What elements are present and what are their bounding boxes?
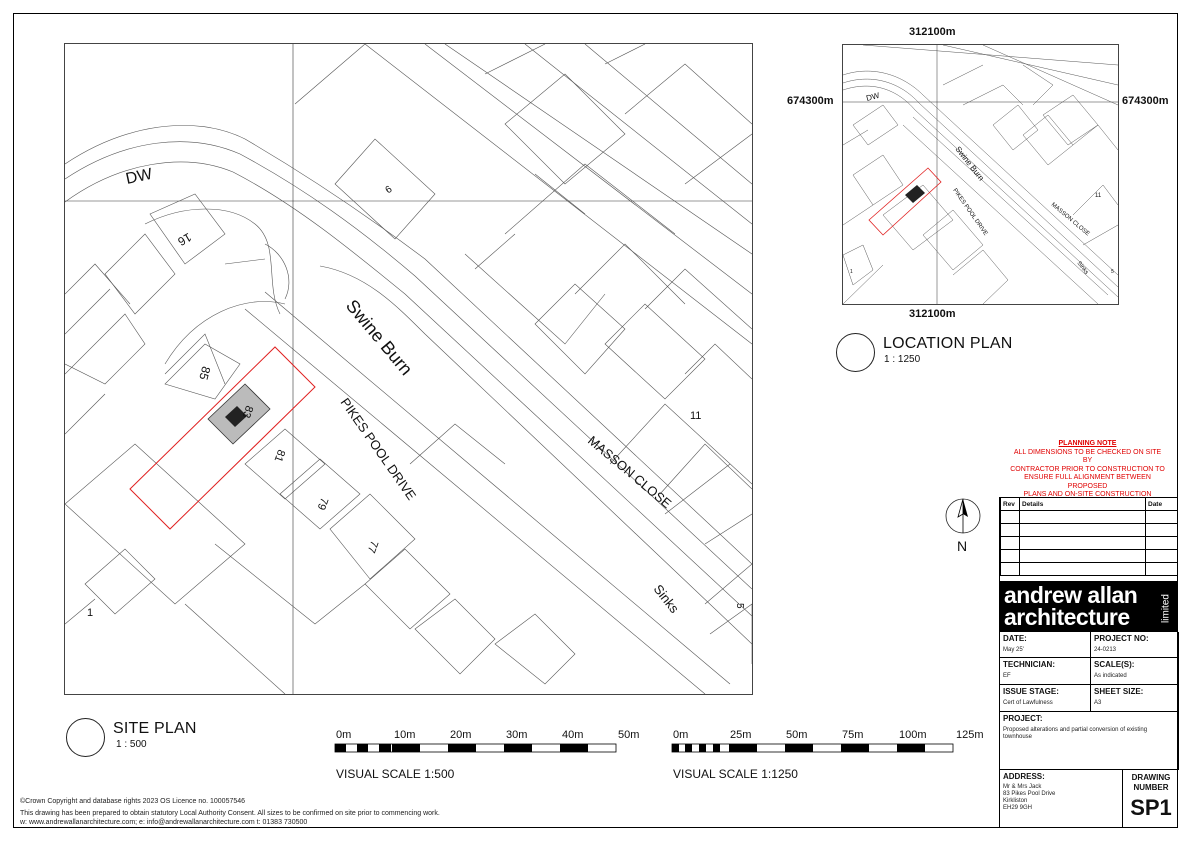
loc-label-pikes-pool-drive: PIKES POOL DRIVE <box>951 187 989 237</box>
scale-1250-tick: 50m <box>786 729 808 741</box>
date-value: May 25' <box>1003 647 1024 653</box>
rev-cell <box>1020 524 1146 537</box>
technician-cell <box>1000 658 1091 685</box>
planning-note-line: CONTRACTOR PRIOR TO CONSTRUCTION TO <box>1010 465 1165 473</box>
loc-label-masson-close: MASSON CLOSE <box>1049 201 1091 238</box>
location-plan-title: LOCATION PLAN <box>883 335 1013 352</box>
logo-line-2: architecture <box>1004 604 1130 630</box>
site-label-9: 9 <box>382 182 394 195</box>
location-plan-marker <box>836 333 875 372</box>
site-plan-marker <box>66 718 105 757</box>
scale-500-tick: 0m <box>336 729 352 741</box>
date-header: Date <box>1146 498 1178 511</box>
site-label-sinks: Sinks <box>650 581 683 616</box>
drawing-number-cell <box>1123 770 1179 828</box>
revision-table <box>1000 497 1178 576</box>
address-line: EH29 9GH <box>1003 805 1033 811</box>
rev-header: Rev <box>1001 498 1020 511</box>
site-plan-map <box>64 43 753 695</box>
scale-1250-tick: 75m <box>842 729 864 741</box>
scale-bar-500 <box>334 729 640 789</box>
loc-coord-right: 674300m <box>1122 95 1169 107</box>
rev-cell <box>1001 537 1020 550</box>
project-value: Proposed alterations and partial conversion of existing townhouse <box>1003 727 1148 740</box>
planning-note <box>1010 440 1165 500</box>
site-label-masson-close: MASSON CLOSE <box>585 432 675 512</box>
scale-1250-tick: 25m <box>730 729 752 741</box>
site-label-81: 81 <box>271 447 288 464</box>
title-block <box>999 497 1178 828</box>
north-label: N <box>957 538 968 554</box>
planning-note-line: PLANS AND ON-SITE CONSTRUCTION <box>1023 491 1152 498</box>
rev-cell <box>1020 550 1146 563</box>
site-label-pikes-pool-drive: PIKES POOL DRIVE <box>337 395 420 503</box>
drawing-number: SP1 <box>1130 795 1172 820</box>
location-plan-map <box>842 44 1119 305</box>
location-plan-scale: 1 : 1250 <box>884 354 921 365</box>
scale-500-label: VISUAL SCALE 1:500 <box>336 767 455 781</box>
rev-cell <box>1001 550 1020 563</box>
footer-copyright: ©Crown Copyright and database rights 2023 OS Licence no. 100057546 <box>20 798 246 805</box>
issue-stage-value: Cert of Lawfulness <box>1003 700 1053 706</box>
scale-1250-tick: 100m <box>899 729 927 741</box>
date-cell <box>1000 632 1091 658</box>
loc-label-5: 5 <box>1111 269 1114 275</box>
rev-cell <box>1146 550 1178 563</box>
scale-1250-tick: 0m <box>673 729 689 741</box>
loc-label-dw: DW <box>865 90 881 103</box>
address-line: Mr & Mrs Jack <box>1003 784 1042 790</box>
project-cell <box>1000 712 1179 770</box>
address-line: 83 Pikes Pool Drive <box>1003 791 1056 797</box>
company-logo <box>1000 581 1178 632</box>
rev-cell <box>1146 537 1178 550</box>
project-no-cell <box>1091 632 1179 658</box>
planning-note-line: ENSURE FULL ALIGNMENT BETWEEN PROPOSED <box>1024 474 1151 490</box>
scales-cell <box>1091 658 1179 685</box>
site-label-16: 16 <box>175 229 194 249</box>
sheet-size-value: A3 <box>1094 700 1102 706</box>
loc-label-sinks: Sinks <box>1075 260 1090 276</box>
details-header: Details <box>1020 498 1146 511</box>
issue-stage-cell <box>1000 685 1091 712</box>
rev-cell <box>1001 511 1020 524</box>
rev-cell <box>1146 563 1178 576</box>
planning-note-heading: PLANNING NOTE <box>1058 440 1117 447</box>
scale-500-tick: 40m <box>562 729 584 741</box>
project-no-label: PROJECT NO: <box>1094 634 1149 643</box>
scale-bar-1250 <box>671 729 991 789</box>
loc-label-11: 11 <box>1095 193 1102 199</box>
logo-side-text: limited <box>1160 594 1172 623</box>
scale-1250-label: VISUAL SCALE 1:1250 <box>673 767 798 781</box>
site-label-85: 85 <box>196 364 214 382</box>
site-building-83 <box>208 384 270 444</box>
loc-coord-top: 312100m <box>909 26 956 38</box>
scales-value: As indicated <box>1094 673 1127 679</box>
footer <box>20 797 720 827</box>
loc-coord-left: 674300m <box>787 95 834 107</box>
rev-cell <box>1020 537 1146 550</box>
rev-cell <box>1020 563 1146 576</box>
north-arrow-icon <box>944 497 982 535</box>
site-label-swine-burn: Swine Burn <box>341 295 417 380</box>
site-label-dw: DW <box>124 165 154 188</box>
footer-line3: w: www.andrewallanarchitecture.com; e: info@andrewallanarchitecture.com t: 01383 730500 <box>20 819 308 826</box>
loc-label-1: 1 <box>850 269 853 275</box>
scale-1250-tick: 125m <box>956 729 984 741</box>
scale-500-tick: 20m <box>450 729 472 741</box>
date-label: DATE: <box>1003 634 1027 643</box>
site-label-11: 11 <box>690 410 702 422</box>
address-line: Kirkliston <box>1003 798 1028 804</box>
issue-stage-label: ISSUE STAGE: <box>1003 687 1059 696</box>
address-label: ADDRESS: <box>1003 772 1045 781</box>
site-label-77: 77 <box>364 538 381 555</box>
technician-label: TECHNICIAN: <box>1003 660 1055 669</box>
site-label-79: 79 <box>314 495 331 512</box>
rev-cell <box>1020 511 1146 524</box>
rev-cell <box>1146 524 1178 537</box>
scale-500-tick: 30m <box>506 729 528 741</box>
sheet-size-cell <box>1091 685 1179 712</box>
site-label-1: 1 <box>87 607 94 619</box>
project-label: PROJECT: <box>1003 714 1043 723</box>
site-label-5: 5 <box>734 603 745 609</box>
scale-500-tick: 50m <box>618 729 640 741</box>
site-plan-scale: 1 : 500 <box>116 739 147 750</box>
rev-cell <box>1001 524 1020 537</box>
footer-line2: This drawing has been prepared to obtain statutory Local Authority Consent. All sizes to be confirmed on site prior to commencing work. <box>20 810 440 817</box>
project-no-value: 24-0213 <box>1094 647 1117 653</box>
site-label-83: 83 <box>239 403 256 420</box>
rev-cell <box>1001 563 1020 576</box>
loc-label-swine-burn: Swine Burn <box>953 144 986 183</box>
drawing-number-label: DRAWING NUMBER <box>1131 773 1171 792</box>
planning-note-line: ALL DIMENSIONS TO BE CHECKED ON SITE BY <box>1013 448 1162 464</box>
rev-cell <box>1146 511 1178 524</box>
logo-line-1: andrew allan <box>1004 582 1138 608</box>
technician-value: EF <box>1003 673 1011 679</box>
sheet-size-label: SHEET SIZE: <box>1094 687 1144 696</box>
address-cell <box>1000 770 1123 828</box>
scale-500-tick: 10m <box>394 729 416 741</box>
loc-coord-bottom: 312100m <box>909 308 956 320</box>
site-plan-title: SITE PLAN <box>113 720 197 737</box>
scales-label: SCALE(S): <box>1094 660 1135 669</box>
